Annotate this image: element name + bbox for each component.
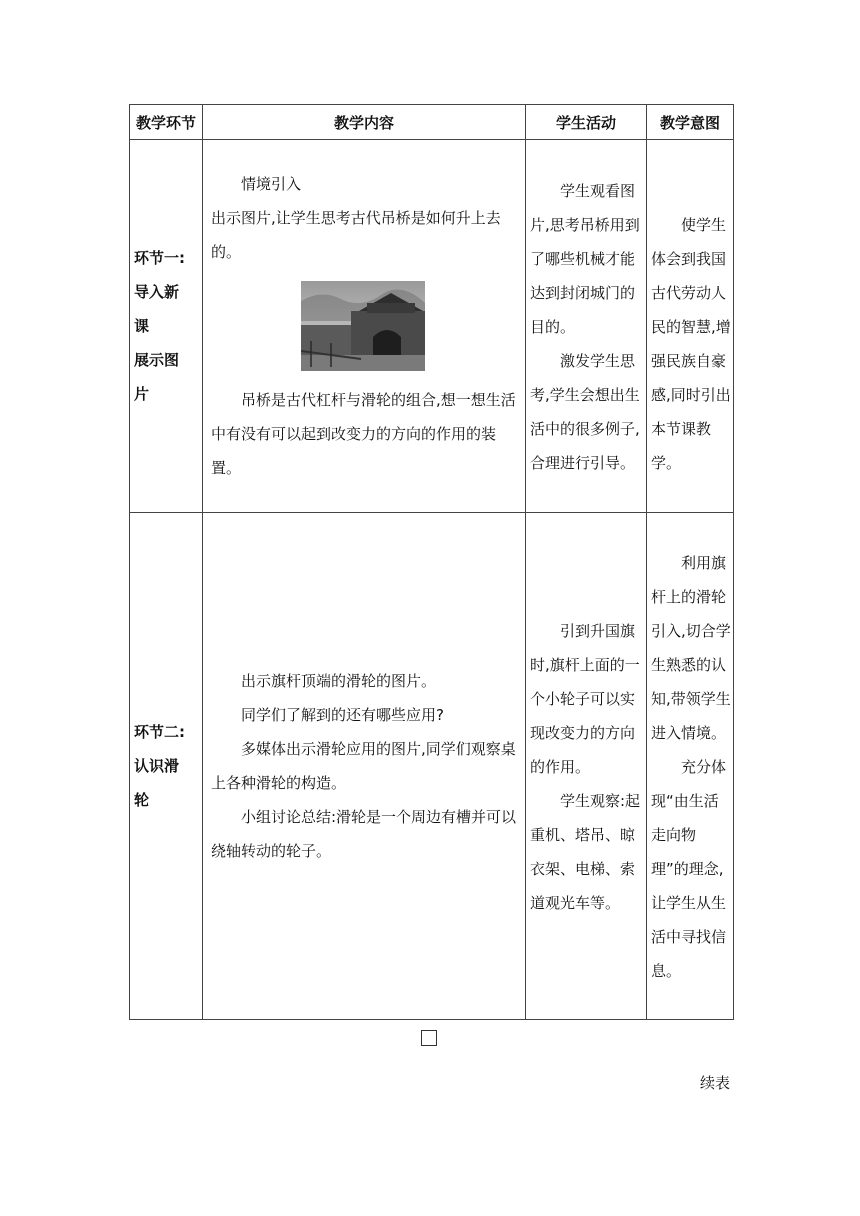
content-paragraph: 多媒体出示滑轮应用的图片,同学们观察桌上各种滑轮的构造。	[211, 740, 516, 792]
stage-line: 片	[134, 385, 150, 403]
header-stage: 教学环节	[130, 105, 203, 140]
student-paragraph: 学生观察:起重机、塔吊、晾衣架、电梯、索道观光车等。	[530, 792, 641, 912]
stage-line: 轮	[134, 791, 150, 809]
stage-line: 环节一:	[134, 249, 185, 267]
content-paragraph: 同学们了解到的还有哪些应用?	[241, 706, 444, 724]
student-paragraph: 激发学生思考,学生会想出生活中的很多例子,合理进行引导。	[530, 352, 640, 472]
lesson-plan-table	[129, 104, 734, 1020]
intent-paragraph: 利用旗杆上的滑轮引入,切合学生熟悉的认知,带领学生进入情境。	[651, 554, 731, 742]
student-paragraph: 引到升国旗时,旗杆上面的一个小轮子可以实现改变力的方向的作用。	[530, 622, 640, 776]
header-content: 教学内容	[203, 105, 526, 140]
content-cell	[203, 513, 526, 1020]
ancient-drawbridge-photo	[301, 281, 425, 371]
table-row	[130, 140, 734, 513]
student-activity-cell	[526, 140, 647, 513]
header-row	[130, 105, 734, 140]
stage-line: 课	[134, 317, 150, 335]
content-paragraph: 小组讨论总结:滑轮是一个周边有槽并可以绕轴转动的轮子。	[211, 808, 517, 860]
header-student-activity: 学生活动	[526, 105, 647, 140]
stage-cell	[130, 140, 203, 513]
stage-line: 环节二:	[134, 723, 185, 741]
content-cell	[203, 140, 526, 513]
stage-line: 认识滑	[134, 757, 180, 775]
intent-paragraph: 使学生体会到我国古代劳动人民的智慧,增强民族自豪感,同时引出本节课教学。	[651, 216, 731, 472]
intent-cell	[647, 140, 734, 513]
continued-label: 续表	[699, 1074, 730, 1092]
content-paragraph: 吊桥是古代杠杆与滑轮的组合,想一想生活中有没有可以起到改变力的方向的作用的装置。	[211, 391, 516, 477]
intent-cell	[647, 513, 734, 1020]
stage-line: 展示图	[134, 351, 180, 369]
intent-paragraph: 充分体现“由生活走向物理”的理念,让学生从生活中寻找信息。	[651, 758, 727, 980]
stage-cell	[130, 513, 203, 1020]
content-paragraph: 出示图片,让学生思考古代吊桥是如何升上去的。	[211, 209, 501, 261]
checkbox-square[interactable]	[421, 1030, 437, 1046]
content-paragraph: 情境引入	[241, 175, 302, 193]
student-activity-cell	[526, 513, 647, 1020]
student-paragraph: 学生观看图片,思考吊桥用到了哪些机械才能达到封闭城门的目的。	[530, 182, 640, 336]
table-row	[130, 513, 734, 1020]
header-intent: 教学意图	[647, 105, 734, 140]
stage-line: 导入新	[134, 283, 180, 301]
content-paragraph: 出示旗杆顶端的滑轮的图片。	[241, 672, 437, 690]
